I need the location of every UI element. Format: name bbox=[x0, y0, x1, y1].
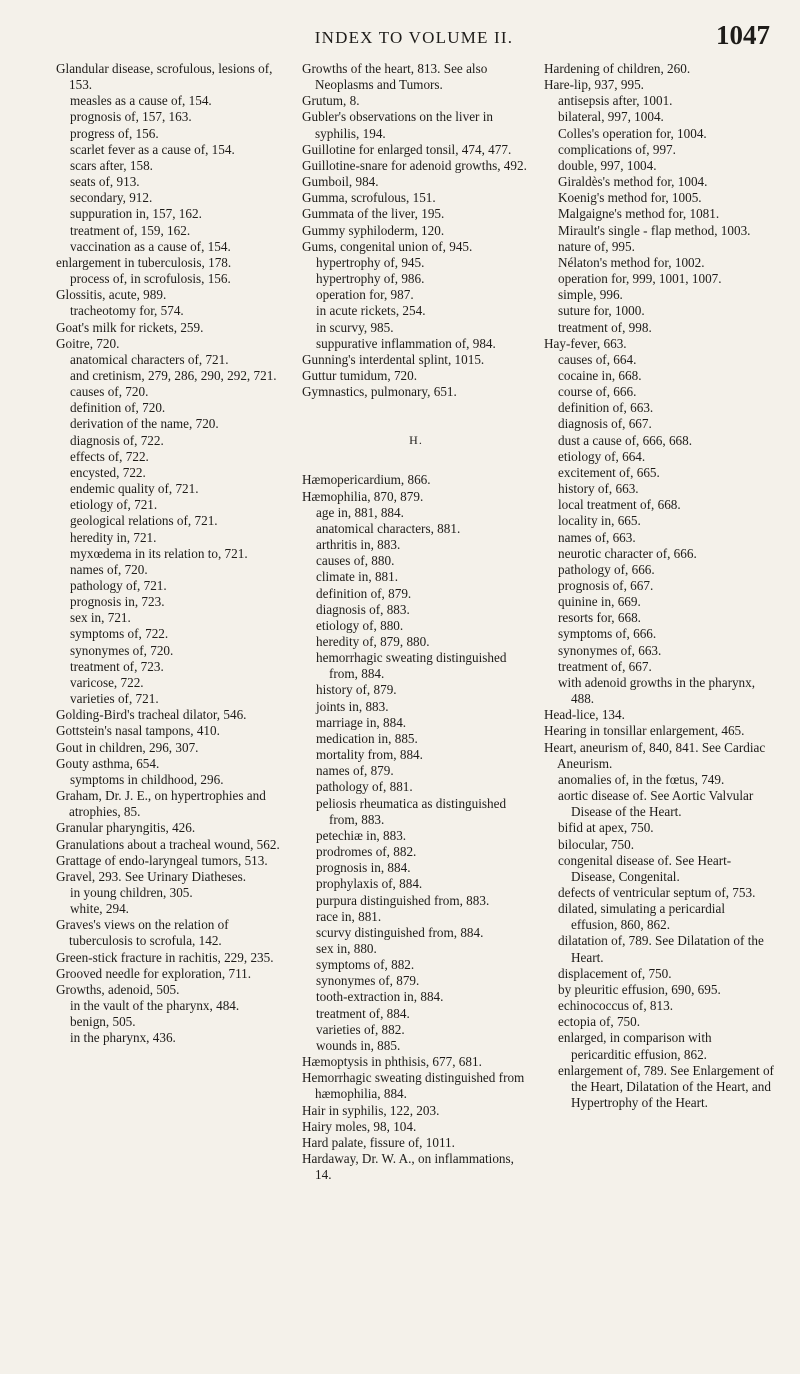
index-subentry: simple, 996. bbox=[558, 287, 623, 303]
index-subentry: treatment of, 884. bbox=[316, 1005, 410, 1021]
index-subentry: aortic disease of. See Aortic Valvular Disease of the Heart. bbox=[558, 788, 754, 820]
index-subentry: prognosis in, 884. bbox=[316, 860, 411, 876]
index-subentry: hemorrhagic sweating distinguished from, 884. bbox=[316, 650, 507, 682]
index-subentry: Malgaigne's method for, 1081. bbox=[558, 206, 720, 222]
index-subentry: history of, 879. bbox=[316, 682, 397, 698]
index-subentry: varieties of, 882. bbox=[316, 1021, 405, 1037]
index-subentry: names of, 720. bbox=[70, 561, 148, 577]
running-header bbox=[58, 20, 770, 60]
index-subentry: suture for, 1000. bbox=[558, 303, 645, 319]
index-subentry: Colles's operation for, 1004. bbox=[558, 125, 707, 141]
index-subentry: bilocular, 750. bbox=[558, 836, 635, 852]
index-subentry: process of, in scrofulosis, 156. bbox=[70, 271, 231, 287]
index-subentry: dilated, simulating a pericardial effusion, 860, 862. bbox=[558, 901, 725, 933]
index-entry: Hare-lip, 937, 995. bbox=[544, 77, 644, 93]
index-subentry: varicose, 722. bbox=[70, 674, 144, 690]
index-entry: Granulations about a tracheal wound, 562. bbox=[56, 836, 280, 852]
index-subentry: bilateral, 997, 1004. bbox=[558, 109, 664, 125]
index-subentry: race in, 881. bbox=[316, 908, 382, 924]
index-entry: Gout in children, 296, 307. bbox=[56, 739, 199, 755]
running-title: INDEX TO VOLUME II. bbox=[314, 28, 514, 47]
index-subentry: pathology of, 666. bbox=[558, 561, 655, 577]
index-subentry: Mirault's single - flap method, 1003. bbox=[558, 222, 751, 238]
index-entry: Hæmoptysis in phthisis, 677, 681. bbox=[302, 1054, 482, 1070]
index-subentry: course of, 666. bbox=[558, 384, 637, 400]
index-subentry: definition of, 879. bbox=[316, 585, 412, 601]
index-subentry: enlargement of, 789. See Enlargement of the Heart, Dilatation of the Heart, and Hypertrophy of the Heart. bbox=[558, 1062, 774, 1110]
index-entry: Hæmopericardium, 866. bbox=[302, 472, 431, 488]
index-subentry: with adenoid growths in the pharynx, 488. bbox=[558, 674, 756, 707]
index-entry: Goitre, 720. bbox=[56, 335, 120, 351]
index-entry: Gummy syphiloderm, 120. bbox=[302, 222, 445, 238]
index-subentry: scurvy distinguished from, 884. bbox=[316, 924, 484, 940]
index-subentry: scars after, 158. bbox=[70, 157, 153, 173]
index-subentry: myxœdema in its relation to, 721. bbox=[70, 545, 248, 561]
index-subentry: prognosis of, 157, 163. bbox=[70, 109, 192, 125]
index-entry: Hairy moles, 98, 104. bbox=[302, 1118, 417, 1134]
section-letter: H. bbox=[409, 433, 423, 448]
index-subentry: local treatment of, 668. bbox=[558, 497, 681, 513]
index-subentry: defects of ventricular septum of, 753. bbox=[558, 884, 756, 900]
index-subentry: complications of, 997. bbox=[558, 141, 676, 157]
index-subentry: mortality from, 884. bbox=[316, 747, 423, 763]
index-subentry: Nélaton's method for, 1002. bbox=[558, 254, 705, 270]
index-subentry: causes of, 664. bbox=[558, 351, 637, 367]
index-subentry: white, 294. bbox=[70, 901, 129, 917]
index-subentry: in scurvy, 985. bbox=[316, 319, 394, 335]
index-subentry: echinococcus of, 813. bbox=[558, 998, 673, 1014]
index-subentry: quinine in, 669. bbox=[558, 594, 641, 610]
index-subentry: synonymes of, 879. bbox=[316, 973, 420, 989]
index-subentry: pathology of, 881. bbox=[316, 779, 413, 795]
index-subentry: causes of, 880. bbox=[316, 553, 395, 569]
index-subentry: heredity of, 879, 880. bbox=[316, 634, 430, 649]
index-entry: Glossitis, acute, 989. bbox=[56, 287, 167, 303]
index-entry: Hardaway, Dr. W. A., on inflammations, 14. bbox=[302, 1151, 514, 1183]
index-subentry: diagnosis of, 883. bbox=[316, 601, 410, 617]
index-subentry: synonymes of, 720. bbox=[70, 642, 174, 658]
index-subentry: definition of, 720. bbox=[70, 400, 166, 416]
index-entry: Gymnastics, pulmonary, 651. bbox=[302, 384, 457, 400]
index-entry: Growths, adenoid, 505. bbox=[56, 981, 180, 997]
index-entry: Hair in syphilis, 122, 203. bbox=[302, 1102, 440, 1118]
index-entry: Hearing in tonsillar enlargement, 465. bbox=[544, 723, 745, 739]
index-entry: Gunning's interdental splint, 1015. bbox=[302, 351, 485, 367]
index-subentry: hypertrophy of, 945. bbox=[316, 254, 425, 270]
index-subentry: vaccination as a cause of, 154. bbox=[70, 238, 231, 254]
index-entry: Guillotine-snare for adenoid growths, 492. bbox=[302, 157, 527, 173]
index-subentry: wounds in, 885. bbox=[316, 1037, 401, 1053]
index-entry: Green-stick fracture in rachitis, 229, 235. bbox=[56, 949, 274, 965]
index-subentry: treatment of, 159, 162. bbox=[70, 222, 191, 238]
index-subentry: history of, 663. bbox=[558, 481, 639, 497]
index-subentry: in acute rickets, 254. bbox=[316, 303, 426, 319]
index-entry: Gumma, scrofulous, 151. bbox=[302, 190, 436, 206]
index-subentry: dilatation of, 789. See Dilatation of the Heart. bbox=[558, 933, 764, 965]
index-subentry: etiology of, 880. bbox=[316, 617, 404, 633]
index-entry: Grooved needle for exploration, 711. bbox=[56, 965, 252, 981]
index-subentry: secondary, 912. bbox=[70, 190, 153, 206]
index-subentry: in the vault of the pharynx, 484. bbox=[70, 998, 240, 1014]
index-subentry: sex in, 721. bbox=[70, 610, 131, 626]
index-subentry: joints in, 883. bbox=[316, 698, 389, 714]
index-subentry: names of, 879. bbox=[316, 763, 394, 779]
index-subentry: tracheotomy for, 574. bbox=[70, 303, 184, 319]
index-entry: Goat's milk for rickets, 259. bbox=[56, 319, 204, 335]
index-entry: Gubler's observations on the liver in syphilis, 194. bbox=[302, 109, 493, 141]
index-subentry: congenital disease of. See Heart-Disease, Congenital. bbox=[558, 852, 732, 884]
index-entry: Gums, congenital union of, 945. bbox=[302, 238, 473, 254]
index-entry: Guillotine for enlarged tonsil, 474, 477. bbox=[302, 141, 512, 157]
index-subentry: varieties of, 721. bbox=[70, 691, 159, 707]
index-subentry: age in, 881, 884. bbox=[316, 504, 404, 520]
index-subentry: excitement of, 665. bbox=[558, 464, 660, 480]
index-columns bbox=[56, 61, 782, 1183]
index-subentry: anomalies of, in the fœtus, 749. bbox=[558, 771, 725, 787]
index-entry: Grutum, 8. bbox=[302, 93, 360, 109]
index-subentry: benign, 505. bbox=[70, 1014, 136, 1030]
index-subentry: prophylaxis of, 884. bbox=[316, 876, 423, 892]
index-subentry: antisepsis after, 1001. bbox=[558, 93, 673, 109]
index-column-3 bbox=[538, 61, 782, 1183]
index-subentry: effects of, 722. bbox=[70, 448, 149, 464]
index-subentry: bifid at apex, 750. bbox=[558, 820, 654, 836]
index-subentry: nature of, 995. bbox=[558, 238, 635, 254]
index-subentry: petechiæ in, 883. bbox=[316, 827, 407, 843]
page-number: 1047 bbox=[716, 20, 770, 50]
index-subentry: dust a cause of, 666, 668. bbox=[558, 432, 693, 448]
index-entry: Golding-Bird's tracheal dilator, 546. bbox=[56, 707, 247, 723]
index-subentry: diagnosis of, 667. bbox=[558, 416, 652, 432]
index-entry: Granular pharyngitis, 426. bbox=[56, 820, 196, 836]
index-subentry: symptoms in childhood, 296. bbox=[70, 771, 224, 787]
index-subentry: and cretinism, 279, 286, 290, 292, 721. bbox=[70, 367, 277, 383]
index-subentry: etiology of, 721. bbox=[70, 497, 158, 513]
index-subentry: endemic quality of, 721. bbox=[70, 481, 199, 497]
index-subentry: encysted, 722. bbox=[70, 464, 146, 480]
index-subentry: Koenig's method for, 1005. bbox=[558, 190, 702, 206]
index-subentry: neurotic character of, 666. bbox=[558, 545, 697, 561]
index-subentry: synonymes of, 663. bbox=[558, 642, 662, 658]
index-subentry: progress of, 156. bbox=[70, 125, 159, 141]
index-entry: Guttur tumidum, 720. bbox=[302, 367, 418, 383]
index-subentry: operation for, 987. bbox=[316, 287, 414, 303]
index-entry: Hemorrhagic sweating distinguished from hæmophilia, 884. bbox=[302, 1070, 525, 1102]
index-subentry: hypertrophy of, 986. bbox=[316, 271, 425, 287]
index-subentry: derivation of the name, 720. bbox=[70, 416, 219, 432]
index-subentry: ectopia of, 750. bbox=[558, 1014, 641, 1030]
index-entry: Gottstein's nasal tampons, 410. bbox=[56, 723, 220, 739]
index-subentry: causes of, 720. bbox=[70, 384, 149, 400]
index-entry: Gumboil, 984. bbox=[302, 174, 379, 190]
index-subentry: prognosis of, 667. bbox=[558, 578, 654, 593]
index-subentry: prognosis in, 723. bbox=[70, 594, 165, 610]
index-subentry: anatomical characters, 881. bbox=[316, 520, 461, 536]
index-subentry: in young children, 305. bbox=[70, 884, 193, 900]
index-subentry: suppurative inflammation of, 984. bbox=[316, 335, 496, 351]
index-column-2 bbox=[296, 61, 538, 1183]
index-subentry: marriage in, 884. bbox=[316, 714, 407, 730]
index-subentry: peliosis rheumatica as distinguished from, 883. bbox=[316, 795, 507, 827]
index-subentry: prodromes of, 882. bbox=[316, 844, 417, 860]
index-subentry: measles as a cause of, 154. bbox=[70, 93, 212, 109]
index-entry: Hardening of children, 260. bbox=[544, 61, 691, 76]
index-entry: Heart, aneurism of, 840, 841. See Cardiac Aneurism. bbox=[544, 739, 766, 771]
index-subentry: etiology of, 664. bbox=[558, 448, 646, 464]
index-subentry: seats of, 913. bbox=[70, 174, 140, 190]
index-column-1 bbox=[56, 61, 296, 1183]
index-subentry: suppuration in, 157, 162. bbox=[70, 206, 202, 222]
index-subentry: sex in, 880. bbox=[316, 940, 377, 956]
index-subentry: displacement of, 750. bbox=[558, 965, 672, 981]
index-entry: Graves's views on the relation of tuberculosis to scrofula, 142. bbox=[56, 917, 229, 949]
index-entry: Hæmophilia, 870, 879. bbox=[302, 488, 424, 504]
index-subentry: treatment of, 667. bbox=[558, 658, 652, 674]
index-subentry: Giraldès's method for, 1004. bbox=[558, 174, 708, 190]
index-subentry: symptoms of, 722. bbox=[70, 626, 169, 642]
index-subentry: geological relations of, 721. bbox=[70, 513, 218, 529]
index-subentry: climate in, 881. bbox=[316, 569, 399, 585]
index-entry: Growths of the heart, 813. See also Neoplasms and Tumors. bbox=[302, 61, 488, 93]
index-subentry: cocaine in, 668. bbox=[558, 367, 642, 383]
index-entry: Glandular disease, scrofulous, lesions of, 153. bbox=[56, 61, 273, 93]
index-subentry: treatment of, 723. bbox=[70, 658, 164, 674]
index-entry: Gummata of the liver, 195. bbox=[302, 206, 445, 222]
index-subentry: definition of, 663. bbox=[558, 400, 654, 416]
index-entry: Hay-fever, 663. bbox=[544, 335, 627, 351]
index-subentry: operation for, 999, 1001, 1007. bbox=[558, 271, 722, 287]
index-subentry: arthritis in, 883. bbox=[316, 537, 401, 553]
index-subentry: in the pharynx, 436. bbox=[70, 1030, 176, 1046]
index-subentry: tooth-extraction in, 884. bbox=[316, 989, 444, 1005]
index-subentry: heredity in, 721. bbox=[70, 529, 157, 545]
index-subentry: double, 997, 1004. bbox=[558, 157, 657, 173]
index-subentry: names of, 663. bbox=[558, 529, 636, 545]
index-subentry: diagnosis of, 722. bbox=[70, 432, 164, 448]
index-subentry: anatomical characters of, 721. bbox=[70, 351, 229, 367]
index-entry: Head-lice, 134. bbox=[544, 707, 625, 723]
index-entry: Grattage of endo-laryngeal tumors, 513. bbox=[56, 852, 268, 868]
index-subentry: locality in, 665. bbox=[558, 513, 641, 529]
index-entry: Hard palate, fissure of, 1011. bbox=[302, 1134, 455, 1150]
index-entry: Gravel, 293. See Urinary Diatheses. bbox=[56, 868, 247, 884]
index-subentry: by pleuritic effusion, 690, 695. bbox=[558, 981, 721, 997]
index-subentry: medication in, 885. bbox=[316, 730, 418, 746]
index-subentry: pathology of, 721. bbox=[70, 578, 167, 593]
index-subentry: scarlet fever as a cause of, 154. bbox=[70, 141, 235, 157]
index-subentry: purpura distinguished from, 883. bbox=[316, 892, 490, 908]
index-subentry: treatment of, 998. bbox=[558, 319, 652, 335]
index-entry: Graham, Dr. J. E., on hypertrophies and atrophies, 85. bbox=[56, 788, 266, 820]
index-entry: Gouty asthma, 654. bbox=[56, 755, 160, 771]
index-subentry: symptoms of, 882. bbox=[316, 957, 415, 973]
index-subentry: enlarged, in comparison with pericarditic effusion, 862. bbox=[558, 1030, 712, 1062]
index-subentry: resorts for, 668. bbox=[558, 610, 641, 626]
index-subentry: symptoms of, 666. bbox=[558, 626, 657, 642]
index-entry: enlargement in tuberculosis, 178. bbox=[56, 254, 232, 270]
